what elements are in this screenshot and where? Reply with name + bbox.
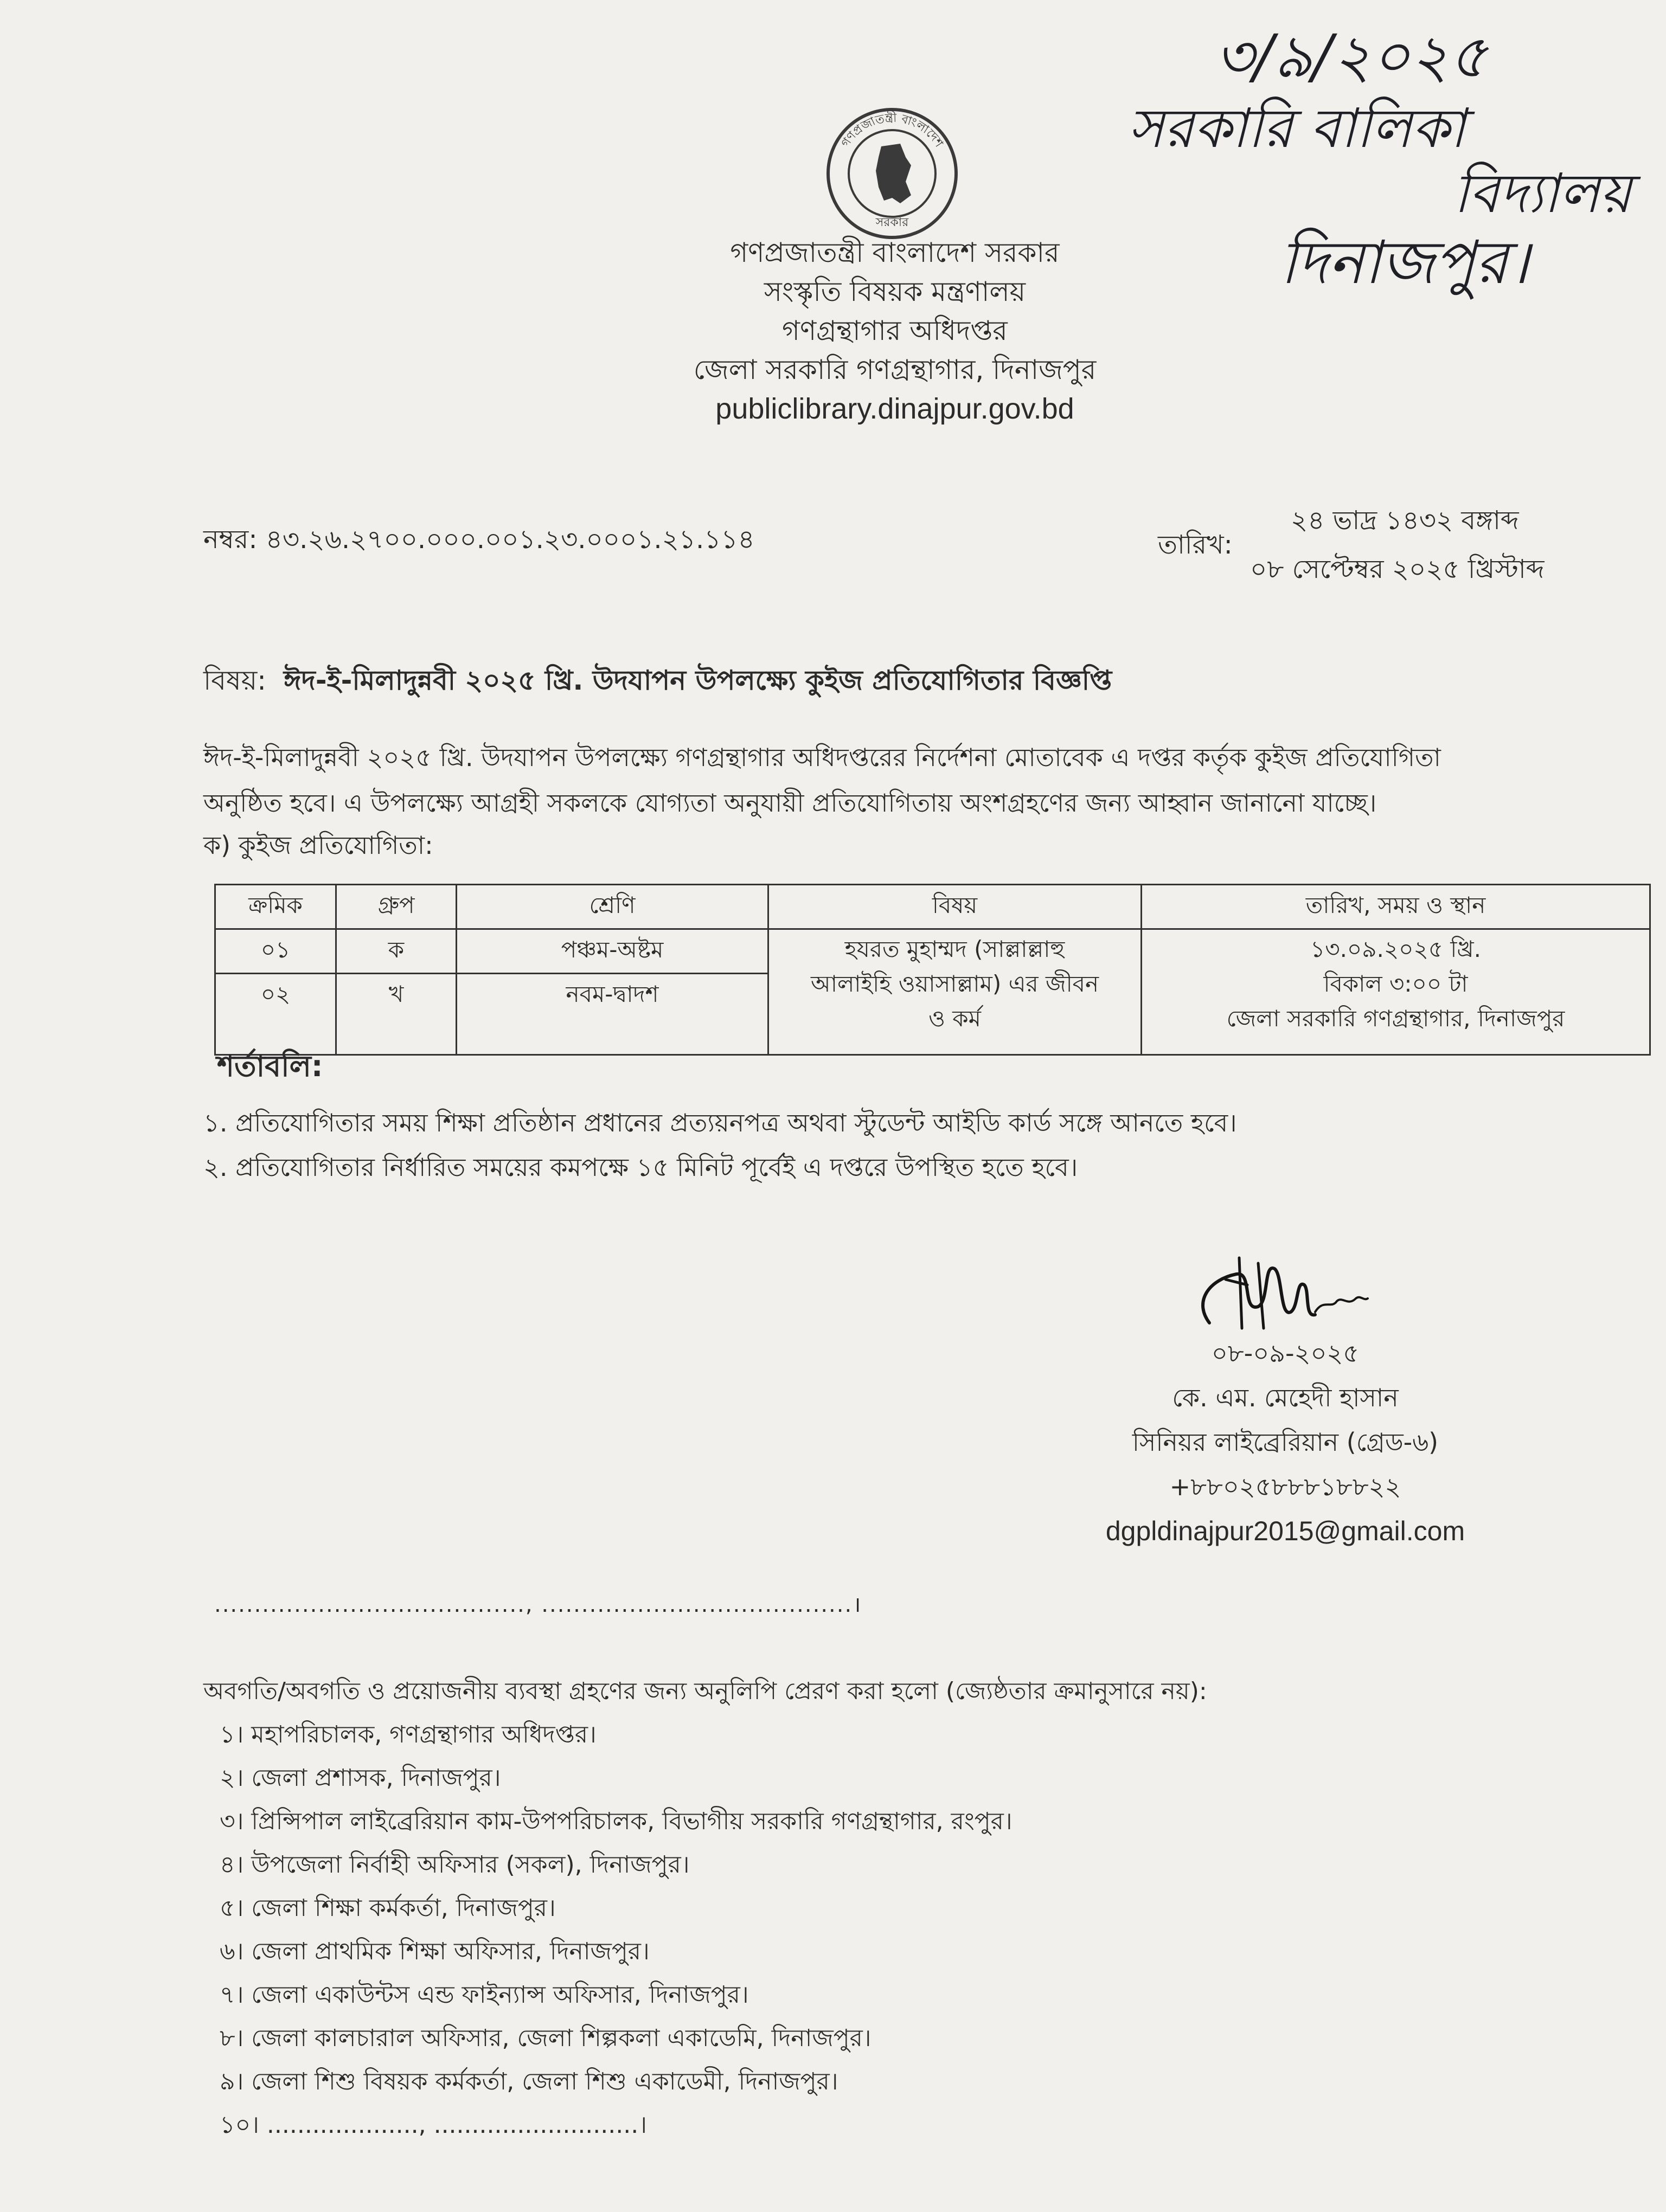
table-header-row — [215, 885, 1650, 929]
seal-bottom-text: সরকার — [875, 216, 909, 229]
body-paragraph — [203, 735, 1570, 865]
header-website: publiclibrary.dinajpur.gov.bd — [715, 393, 1074, 425]
row2-class: নবম-দ্বাদশ — [457, 974, 768, 1055]
conditions-title: শর্তাবলি: — [217, 1049, 323, 1083]
header-office: জেলা সরকারি গণগ্রন্থাগার, দিনাজপুর — [693, 354, 1097, 385]
date-english: ০৮ সেপ্টেম্বর ২০২৫ খ্রিস্টাব্দ — [1250, 554, 1545, 584]
government-seal — [824, 106, 960, 241]
subject-text: ঈদ-ই-মিলাদুন্নবী ২০২৫ খ্রি. উদযাপন উপলক্ষ্যে কুইজ প্রতিযোগিতার বিজ্ঞপ্তি — [283, 665, 1112, 696]
header-class: শ্রেণি — [457, 885, 768, 929]
date-bangla: ২৪ ভাদ্র ১৪৩২ বঙ্গাব্দ — [1291, 505, 1519, 536]
copy-item: ৩। প্রিন্সিপাল লাইব্রেরিয়ান কাম-উপপরিচালক, বিভাগীয় সরকারি গণগ্রন্থাগার, রংপুর। — [220, 1808, 1013, 1835]
reference-value: ৪৩.২৬.২৭০০.০০০.০০১.২৩.০০০১.২১.১১৪ — [265, 524, 755, 555]
copies-intro: অবগতি/অবগতি ও প্রয়োজনীয় ব্যবস্থা গ্রহণের জন্য অনুলিপি প্রেরণ করা হলো (জ্যেষ্ঠতার ক্রমানুসারে নয়): — [203, 1677, 1207, 1705]
row2-serial: ০২ — [215, 974, 336, 1055]
signatory-email: dgpldinajpur2015@gmail.com — [1105, 1516, 1465, 1546]
reference-number — [203, 523, 755, 556]
reference-label: নম্বর: — [203, 524, 258, 555]
row1-class: পঞ্চম-অষ্টম — [457, 929, 768, 974]
conditions-list — [203, 1101, 1237, 1189]
copy-item: ২। জেলা প্রশাসক, দিনাজপুর। — [220, 1764, 501, 1792]
table-row — [215, 929, 1650, 974]
signatory-designation: সিনিয়র লাইব্রেরিয়ান (গ্রেড-৬) — [1132, 1427, 1439, 1457]
section-label: ক) কুইজ প্রতিযোগিতা: — [203, 831, 433, 860]
blank-line: ......................................., .......................................। — [214, 1592, 862, 1617]
signatory-phone: +৮৮০২৫৮৮৮১৮৮২২ — [1169, 1472, 1401, 1501]
date-label: তারিখ: — [1158, 530, 1233, 560]
seal-top-text: গণপ্রজাতন্ত্রী বাংলাদেশ — [838, 111, 946, 150]
datetime-venue: জেলা সরকারি গণগ্রন্থাগার, দিনাজপুর — [1226, 1005, 1565, 1032]
subject — [203, 664, 1112, 697]
copy-item: ৪। উপজেলা নির্বাহী অফিসার (সকল), দিনাজপুর। — [220, 1851, 690, 1879]
copy-item: ৫। জেলা শিক্ষা কর্মকর্তা, দিনাজপুর। — [220, 1894, 556, 1922]
condition-item: ১. প্রতিযোগিতার সময় শিক্ষা প্রতিষ্ঠান প্রধানের প্রত্যয়নপত্র অথবা স্টুডেন্ট আইডি কার্ড সঙ্গে আনতে হবে। — [203, 1108, 1237, 1137]
datetime-cell — [1142, 929, 1650, 1055]
copy-item: ৯। জেলা শিশু বিষয়ক কর্মকর্তা, জেলা শিশু একাডেমী, দিনাজপুর। — [220, 2068, 838, 2095]
datetime-date: ১৩.০৯.২০২৫ খ্রি. — [1310, 936, 1481, 962]
header-topic: বিষয় — [768, 885, 1142, 929]
handwritten-line1: সরকারি বালিকা — [1128, 97, 1466, 160]
header-department: গণগ্রন্থাগার অধিদপ্তর — [782, 315, 1008, 346]
handwritten-date: ৩/৯/২০২৫ — [1215, 22, 1488, 91]
row1-serial: ০১ — [215, 929, 336, 974]
copies-section — [203, 1670, 1207, 2147]
copy-item: ৭। জেলা একাউন্টস এন্ড ফাইন্যান্স অফিসার, দিনাজপুর। — [220, 1981, 749, 2009]
header-ministry: সংস্কৃতি বিষয়ক মন্ত্রণালয় — [764, 276, 1026, 307]
condition-item: ২. প্রতিযোগিতার নির্ধারিত সময়ের কমপক্ষে ১৫ মিনিট পূর্বেই এ দপ্তরে উপস্থিত হতে হবে। — [203, 1153, 1078, 1182]
row1-group: ক — [336, 929, 457, 974]
row2-group: খ — [336, 974, 457, 1055]
header-government: গণপ্রজাতন্ত্রী বাংলাদেশ সরকার — [730, 237, 1060, 268]
quiz-table-wrapper — [214, 884, 1651, 1056]
subject-label: বিষয়: — [203, 665, 267, 696]
letterhead — [542, 233, 1247, 428]
copy-item: ১। মহাপরিচালক, গণগ্রন্থাগার অধিদপ্তর। — [220, 1721, 597, 1748]
handwritten-line3: দিনাজপুর। — [1280, 228, 1529, 297]
copies-list — [203, 1713, 1207, 2147]
body-line2: অনুষ্ঠিত হবে। এ উপলক্ষ্যে আগ্রহী সকলকে যোগ্যতা অনুযায়ী প্রতিযোগিতায় অংশগ্রহণের জন্য আহ্বান জানানো যাচ্ছে। — [203, 788, 1377, 818]
topic-cell — [768, 929, 1142, 1055]
topic-line3: ও কর্ম — [928, 1005, 981, 1032]
header-datetime: তারিখ, সময় ও স্থান — [1142, 885, 1650, 929]
signatory-name: কে. এম. মেহেদী হাসান — [1172, 1383, 1399, 1412]
copy-item: ৮। জেলা কালচারাল অফিসার, জেলা শিল্পকলা একাডেমি, দিনাজপুর। — [220, 2024, 872, 2052]
topic-line1: হযরত মুহাম্মদ (সাল্লাল্লাহু — [844, 936, 1065, 962]
header-group: গ্রুপ — [336, 885, 457, 929]
copy-item: ১০। ...................., ...........................। — [220, 2111, 647, 2139]
copy-item: ৬। জেলা প্রাথমিক শিক্ষা অফিসার, দিনাজপুর। — [220, 1938, 650, 1965]
signature-mark — [1188, 1247, 1372, 1339]
topic-line2: আলাইহি ওয়াসাল্লাম) এর জীবন — [810, 970, 1099, 997]
quiz-table — [214, 884, 1651, 1056]
body-line1: ঈদ-ই-মিলাদুন্নবী ২০২৫ খ্রি. উদযাপন উপলক্ষ্যে গণগ্রন্থাগার অধিদপ্তরের নির্দেশনা মোতাবেক এ দপ্তর কর্তৃক কুইজ প্রতিযোগিতা — [203, 743, 1441, 772]
handwritten-line2: বিদ্যালয় — [1453, 162, 1632, 225]
datetime-time: বিকাল ৩:০০ টা — [1323, 970, 1468, 997]
signature-date: ০৮-০৯-২০২৫ — [1211, 1339, 1360, 1368]
signature-block — [1063, 1331, 1508, 1553]
header-serial: ক্রমিক — [215, 885, 336, 929]
